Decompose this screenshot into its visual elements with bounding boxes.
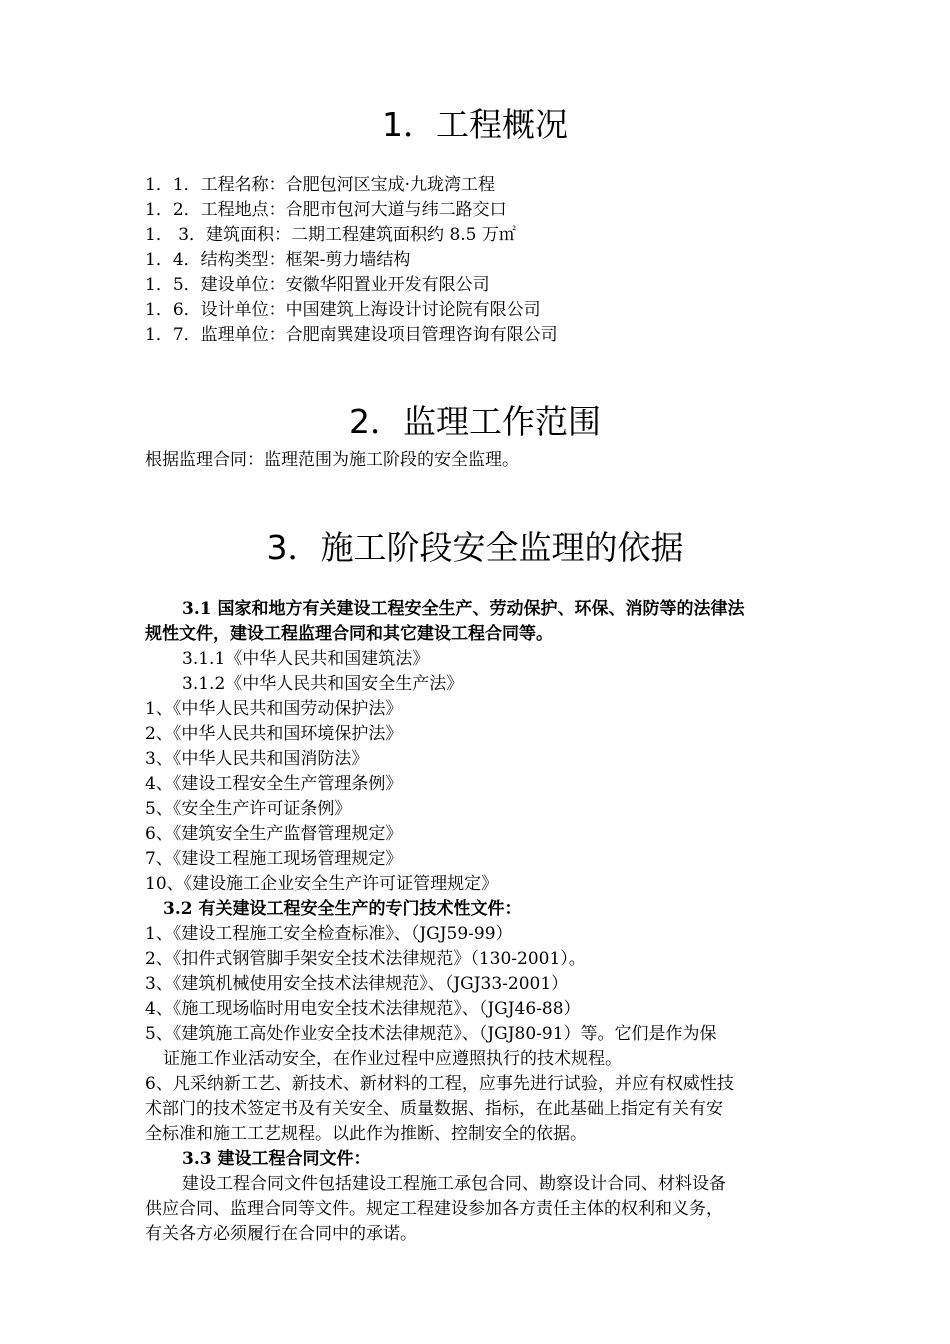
contract-paragraph: 有关各方必须履行在合同中的承诺。: [145, 1224, 417, 1244]
overview-item: 1．5．建设单位：安徽华阳置业开发有限公司: [145, 275, 490, 295]
new-tech-paragraph: 6、凡采纳新工艺、新技术、新材料的工程，应事先进行试验，并应有权威性技: [145, 1074, 734, 1094]
new-tech-paragraph: 术部门的技术签定书及有关安全、质量数据、指标，在此基础上指定有关有安: [145, 1099, 723, 1119]
overview-item: 1．1．工程名称：合肥包河区宝成·九珑湾工程: [145, 175, 496, 195]
section-2-heading: 2．监理工作范围: [349, 402, 601, 441]
overview-item: 1．7．监理单位：合肥南巽建设项目管理咨询有限公司: [145, 325, 558, 345]
law-item: 3.1.2《中华人民共和国安全生产法》: [182, 674, 464, 694]
overview-item: 1．6．设计单位：中国建筑上海设计讨论院有限公司: [145, 300, 541, 320]
overview-item: 1． 3．建筑面积：二期工程建筑面积约 8.5 万㎡: [145, 225, 516, 245]
law-item: 3.1.1《中华人民共和国建筑法》: [182, 649, 430, 669]
tech-standard-item: 1、《建设工程施工安全检查标准》、（JGJ59-99）: [145, 924, 513, 944]
tech-standard-item: 2、《扣件式钢管脚手架安全技术法律规范》（130-2001）。: [145, 949, 586, 969]
subsection-3-2-heading: 3.2 有关建设工程安全生产的专门技术性文件：: [163, 899, 522, 919]
section-3-heading: 3．施工阶段安全监理的依据: [266, 528, 684, 567]
tech-standard-item: 4、《施工现场临时用电安全技术法律规范》、（JGJ46-88）: [145, 999, 581, 1019]
scope-text: 根据监理合同：监理范围为施工阶段的安全监理。: [145, 450, 519, 470]
contract-paragraph: 供应合同、监理合同等文件。规定工程建设参加各方责任主体的权利和义务，: [145, 1199, 723, 1219]
law-item: 10、《建设施工企业安全生产许可证管理规定》: [145, 874, 499, 894]
law-item: 7、《建设工程施工现场管理规定》: [145, 849, 403, 869]
subsection-3-1-heading-cont: 规性文件，建设工程监理合同和其它建设工程合同等。: [145, 624, 553, 644]
subsection-3-3-heading: 3.3 建设工程合同文件：: [182, 1149, 371, 1169]
tech-standard-item-cont: 证施工作业活动安全，在作业过程中应遵照执行的技术规程。: [163, 1049, 622, 1069]
new-tech-paragraph: 全标准和施工工艺规程。以此作为推断、控制安全的依据。: [145, 1124, 587, 1144]
law-item: 4、《建设工程安全生产管理条例》: [145, 774, 403, 794]
overview-item: 1．2．工程地点：合肥市包河大道与纬二路交口: [145, 200, 507, 220]
law-item: 6、《建筑安全生产监督管理规定》: [145, 824, 403, 844]
law-item: 1、《中华人民共和国劳动保护法》: [145, 699, 403, 719]
law-item: 5、《安全生产许可证条例》: [145, 799, 352, 819]
law-item: 2、《中华人民共和国环境保护法》: [145, 724, 403, 744]
tech-standard-item: 5、《建筑施工高处作业安全技术法律规范》、（JGJ80-91）等。它们是作为保: [145, 1024, 717, 1044]
subsection-3-1-heading: 3.1 国家和地方有关建设工程安全生产、劳动保护、环保、消防等的法律法: [182, 599, 745, 619]
tech-standard-item: 3、《建筑机械使用安全技术法律规范》、（JGJ33-2001）: [145, 974, 569, 994]
contract-paragraph: 建设工程合同文件包括建设工程施工承包合同、勘察设计合同、材料设备: [182, 1174, 726, 1194]
section-1-heading: 1．工程概况: [382, 105, 568, 144]
law-item: 3、《中华人民共和国消防法》: [145, 749, 369, 769]
overview-item: 1．4．结构类型：框架-剪力墙结构: [145, 250, 411, 270]
